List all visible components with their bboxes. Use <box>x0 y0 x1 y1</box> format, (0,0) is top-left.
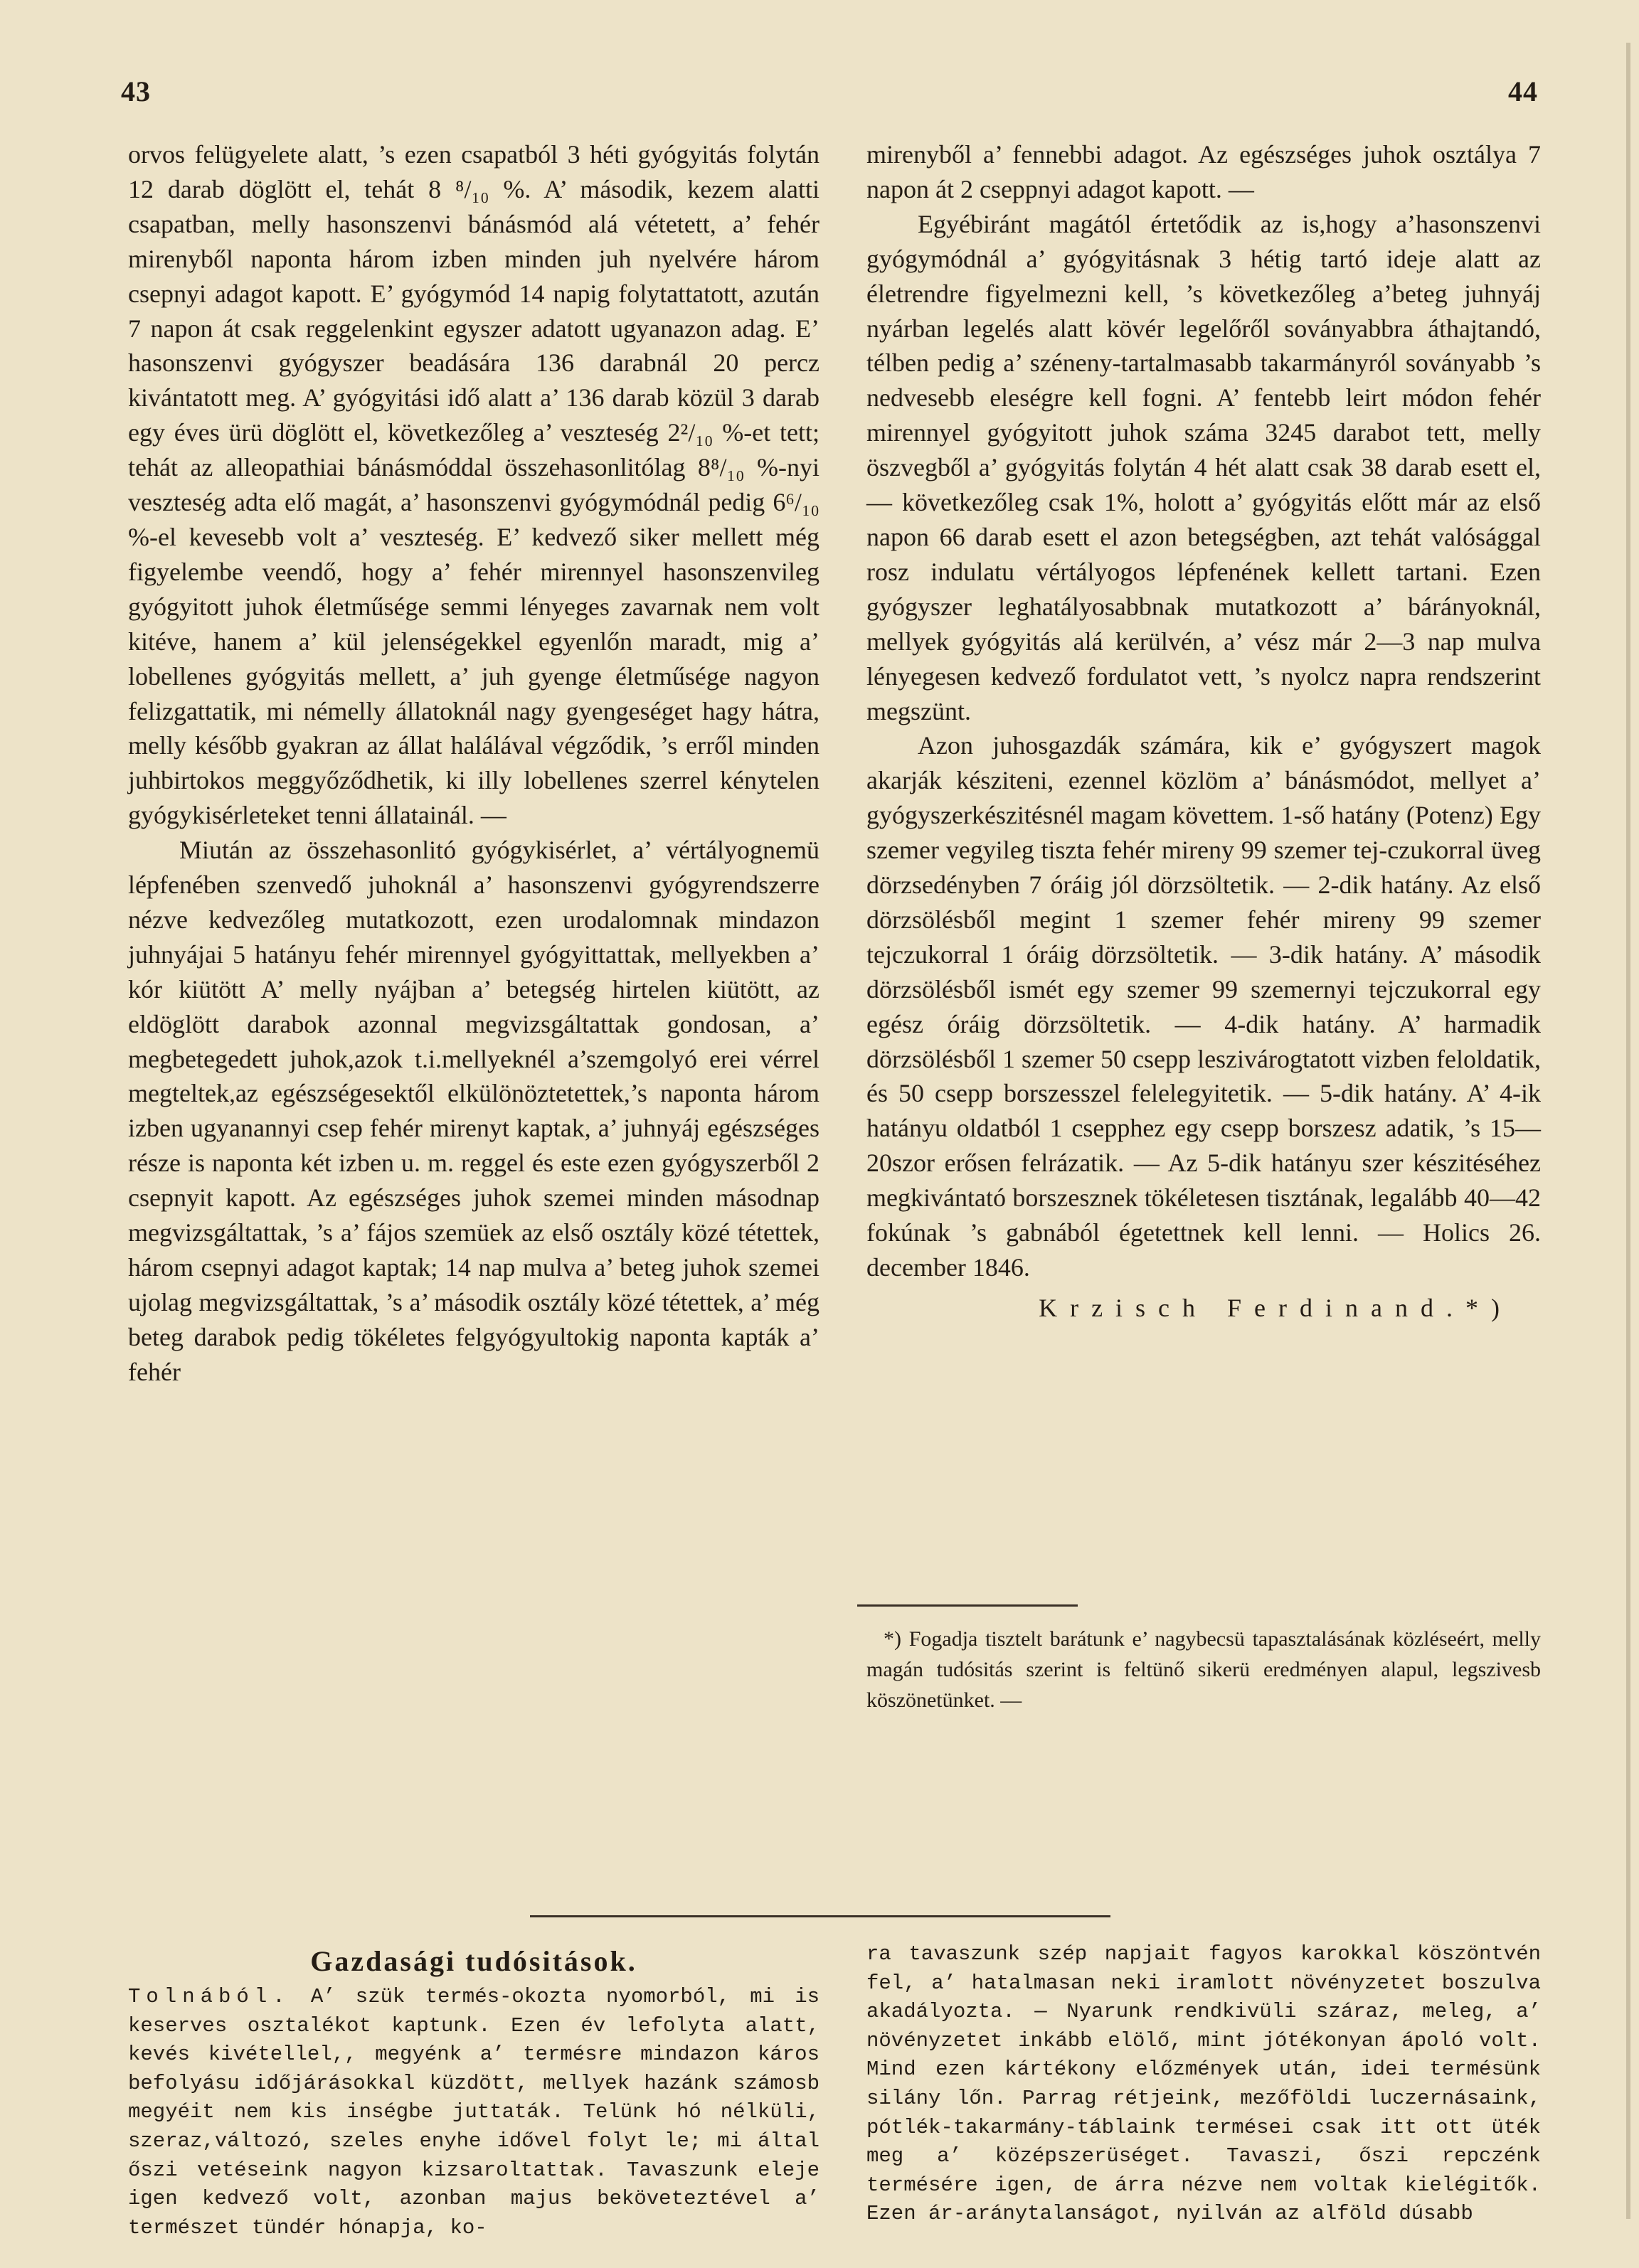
page-edge-shadow <box>1626 43 1630 2219</box>
section-left-column <box>128 1940 820 2242</box>
left-paragraph-2: Miután az összehasonlitó gyógykisérlet, a’ vértályognemü lépfenében szenvedő juhoknál a’ hasonszenvi gyógyrendszerre nézve kedvezőleg mutatkozott, ezen urodalomnak mindazon juhnyájai 5 hatányu fehér mirennyel gyógyittattak, mellyekben a’ kór kiütött A’ melly nyájban a’ betegség hirtelen kiütött, az eldöglött darabok azonnal megvizsgáltattak gondosan, a’ megbetegedett juhok,azok t.i.mellyeknél a’szemgolyó erei vérrel megteltek,az egészségesektől elkülönöztetettek,’s naponta három izben ugyanannyi csep fehér mirenyt kaptak, a’ juhnyáj egészséges része is naponta két izben u. m. reggel és este ezen gyógyszerből 2 csepnyit kapott. Az egészséges juhok szemei minden másodnap megvizsgáltattak, ’s a’ fájos szemüek az első osztály közé tétettek, három csepnyi adagot kaptak; 14 nap mulva a’ beteg juhok szemei ujolag megvizsgáltattak, ’s a’ második osztály közé tétettek, a’ még beteg darabok pedig tökéletes felgyógyultokig naponta kapták a’ fehér <box>128 836 820 1386</box>
author-signature: Krzisch Ferdinand.*) <box>1039 1293 1512 1322</box>
left-paragraph-1: orvos felügyelete alatt, ’s ezen csapatból 3 héti gyógyitás folytán 12 darab döglött el, tehát 8 ⁸/₁₀ %. A’ második, kezem alatti csapatban, melly hasonszenvi bánásmód alá vétetett, a’ fehér mirenyből naponta három izben minden juh nyelvére három csepnyi adagot kapott. E’ gyógymód 14 napig folytattatott, azután 7 napon át csak reggelenkint egyszer adatott ugyanazon adag. E’ hasonszenvi gyógyszer beadására 136 darabnál 20 percz kivántatott meg. A’ gyógyitási idő alatt a’ 136 darab közül 3 darab egy éves ürü döglött el, következőleg a’ veszteség 2²/₁₀ %-et tett; tehát az alleopathiai bánásmóddal összehasonlitólag 8⁸/₁₀ %-nyi veszteség adta elő magát, a’ hasonszenvi gyógymódnál pedig 6⁶/₁₀ %-el kevesebb volt a’ veszteség. E’ kedvező siker mellett még figyelembe veendő, hogy a’ fehér mirennyel hasonszenvileg gyógyitott juhok életműsége semmi lényeges zavarnak nem volt kitéve, hanem a’ kül jelenségekkel egyenlőn maradt, mig a’ lobellenes gyógyitás mellett, a’ juh gyenge életműsége nagyon felizgattatik, mi némelly állatoknál nagy gyengeséget hagy hátra, melly később gyakran az állat halálával végződik, ’s erről minden juhbirtokos meggyőződhetik, ki illy lobellenes szerrel kénytelen gyógykisérleteket tenni állatainál. — <box>128 140 820 830</box>
section-right-column <box>866 1940 1541 2229</box>
section-divider <box>530 1915 1110 1917</box>
footnote-text: *) Fogadja tisztelt barátunk e’ nagybecsü tapasztalásának közléseért, melly magán tudósitás szerint is feltünő sikerü eredményen alapul, legszivesb köszönetünket. — <box>866 1627 1541 1712</box>
section-left-text <box>128 1983 820 2242</box>
right-paragraph-1: mirenyből a’ fennebbi adagot. Az egészséges juhok osztálya 7 napon át 2 cseppnyi adagot kapott. — <box>866 140 1541 203</box>
right-column <box>866 137 1541 1326</box>
right-paragraph-2: Egyébiránt magától értetődik az is,hogy a’hasonszenvi gyógymódnál a’ gyógyitásnak 3 hétig tartó ideje alatt az életrendre figyelmezni kell, ’s következőleg a’beteg juhnyáj nyárban legelés alatt kövér legelőről soványabbra áthajtandó, télben pedig a’ széneny-tartalmasabb takarmányról soványabb ’s nedvesebb eleségre kell fogni. A’ fentebb leirt módon fehér mirennyel gyógyitott juhok száma 3245 darabot tett, melly öszvegből a’ gyógyitás folytán 4 hét alatt csak 38 darab esett el, — következőleg csak 1%, holott a’ gyógyitás előtt már az első napon 66 darab esett el azon betegségben, azt tehát valósággal rosz indulatu vértályogos lépfenének kellett tartani. Ezen gyógyszer leghatályosabbnak mutatkozott a’ bárányoknál, mellyek gyógyitás alá kerülvén, a’ vész már 2—3 nap mulva lényegesen kedvező fordulatot vett, ’s nyolcz napra rendszerint megszünt. <box>866 209 1541 725</box>
section-right-text: ra tavaszunk szép napjait fagyos karokkal köszöntvén fel, a’ hatalmasan neki iramlott növényzetet boszulva akadályozta. — Nyarunk rendkivüli száraz, meleg, a’ növényzetet inkább elölő, mint jótékonyan ápoló volt. Mind ezen kártékony előzmények után, idei termésünk silány lőn. Parrag rétjeink, mezőföldi luczernásaink, pótlék-takarmány-táblaink termései csak itt ott üték meg a’ középszerüséget. Tavaszi, őszi repczénk termésére igen, de árra nézve nem voltak kielégitők. Ezen ár-aránytalanságot, nyilván az alföld dúsabb <box>866 1942 1541 2226</box>
left-page-number: 43 <box>121 75 151 107</box>
footnote-divider <box>857 1604 1078 1607</box>
right-page-number: 44 <box>1508 75 1538 107</box>
section-left-body: A’ szük termés-okozta nyomorból, mi is keserves osztalékot kaptunk. Ezen év lefolyta alatt, kevés kivétellel,, megyénk a’ termésre mindazon káros befolyásu időjárásokkal küzdött, mellyek hazánk számosb megyéit nem kis inségbe juttaták. Telünk hó nélküli, szeraz,változó, szeles enyhe idővel folyt le; mi által őszi vetéseink nagyon kizsaroltattak. Tavaszunk eleje igen kedvező volt, azonban majus beköveteztével a’ természet tündér hónapja, ko- <box>128 1985 820 2240</box>
right-paragraph-3: Azon juhosgazdák számára, kik e’ gyógyszert magok akarják késziteni, ezennel közlöm a’ bánásmódot, mellyet a’ gyógyszerkészitésnél magam követtem. 1-ső hatány (Potenz) Egy szemer vegyileg tiszta fehér mireny 99 szemer tej-czukorral üveg dörzsedényben 7 óráig jól dörzsöltetik. — 2-dik hatány. Az első dörzsölésből megint 1 szemer fehér mireny 99 szemer tejczukorral 1 óráig dörzsöltetik. — 3-dik hatány. A’ második dörzsölésből ismét egy szemer 99 szemernyi tejczukorral egy egész óráig dörzsöltetik. — 4-dik hatány. A’ harmadik dörzsölésből 1 szemer 50 csepp leszivárogtatott vizben feloldatik, és 50 csepp borszesszel felelegyitetik. — 5-dik hatány. A’ 4-ik hatányu oldatból 1 csepphez egy csepp borszesz adatik, ’s 15—20szor erősen felrázatik. — Az 5-dik hatányu szer készitéséhez megkivántató borszesznek tökéletesen tisztának, legalább 40—42 fokúnak ’s gabnából égetettnek kell lenni. — Holics 26. december 1846. <box>866 731 1541 1282</box>
left-column <box>128 137 820 1390</box>
section-title: Gazdasági tudósitások. <box>310 1945 637 1977</box>
footnote <box>866 1624 1541 1715</box>
section-dateline: Tolnából. <box>128 1985 291 2008</box>
